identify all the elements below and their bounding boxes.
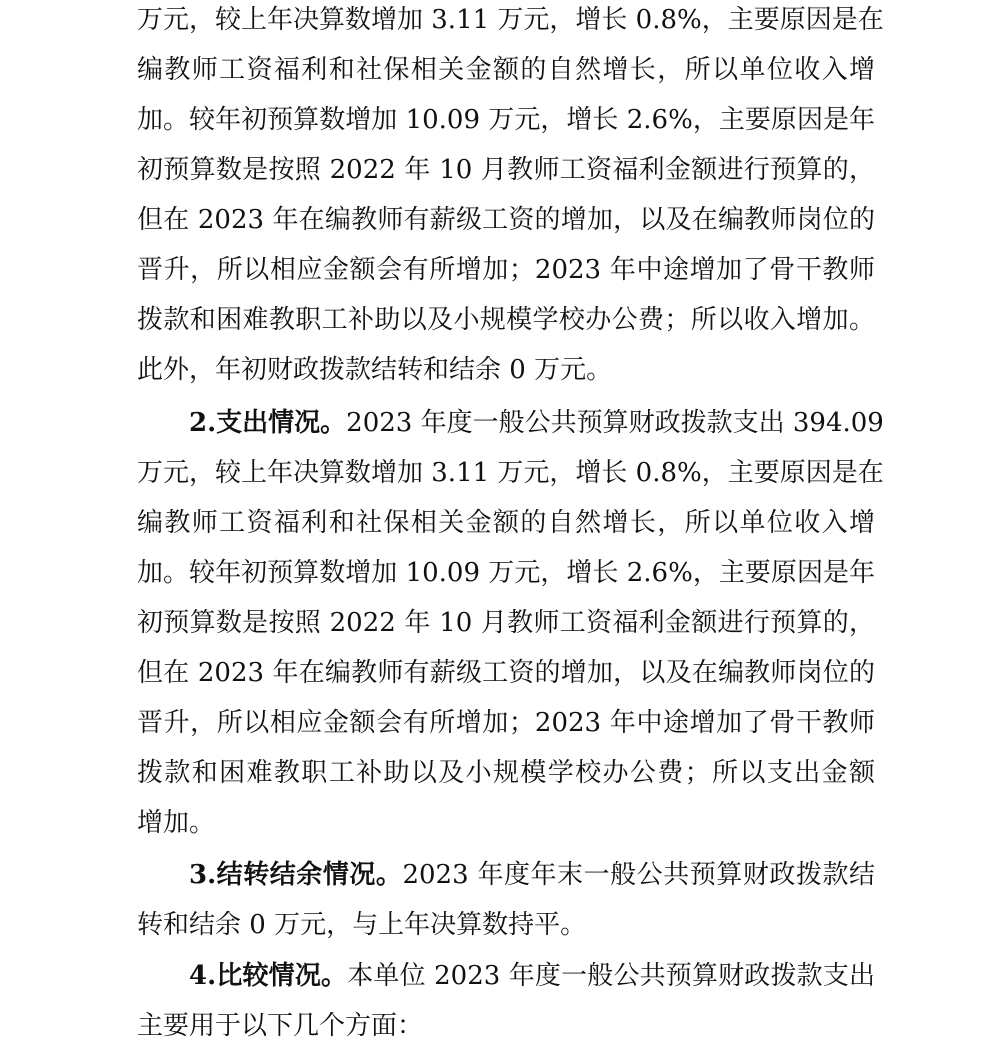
para2-line-7: 晋升，所以相应金额会有所增加；2023 年中途增加了骨干教师 [137,708,875,738]
para4-line-2: 主要用于以下几个方面： [137,1011,424,1041]
para1-line-5: 但在 2023 年在编教师有薪级工资的增加，以及在编教师岗位的 [137,205,875,235]
para4-line-first [189,958,875,994]
para2-line-first [189,405,884,441]
para3-heading: 3.结转结余情况。 [189,860,403,890]
para1-line-7: 拨款和困难教职工补助以及小规模学校办公费；所以收入增加。 [137,305,875,335]
para1-line-4: 初预算数是按照 2022 年 10 月教师工资福利金额进行预算的， [137,155,875,185]
para2-heading: 2.支出情况。 [189,408,347,438]
para2-line-8: 拨款和困难教职工补助以及小规模学校办公费；所以支出金额 [137,758,875,788]
para1-line-1: 万元，较上年决算数增加 3.11 万元，增长 0.8%，主要原因是在 [137,5,884,35]
para2-line-9: 增加。 [137,808,216,838]
para3-line-2: 转和结余 0 万元，与上年决算数持平。 [137,910,587,940]
para2-line-3: 编教师工资福利和社保相关金额的自然增长，所以单位收入增 [137,508,875,538]
para1-line-6: 晋升，所以相应金额会有所增加；2023 年中途增加了骨干教师 [137,255,875,285]
para3-line-first [189,857,875,893]
para3-first-rest: 2023 年度年末一般公共预算财政拨款结 [402,860,875,890]
para4-heading: 4.比较情况。 [189,961,348,991]
para2-line-6: 但在 2023 年在编教师有薪级工资的增加，以及在编教师岗位的 [137,658,875,688]
para1-line-3: 加。较年初预算数增加 10.09 万元，增长 2.6%，主要原因是年 [137,105,875,135]
para2-line-2: 万元，较上年决算数增加 3.11 万元，增长 0.8%，主要原因是在 [137,458,884,488]
para2-line-5: 初预算数是按照 2022 年 10 月教师工资福利金额进行预算的， [137,608,875,638]
para4-first-rest: 本单位 2023 年度一般公共预算财政拨款支出 [347,961,875,991]
para1-line-2: 编教师工资福利和社保相关金额的自然增长，所以单位收入增 [137,55,875,85]
para1-line-8: 此外，年初财政拨款结转和结余 0 万元。 [137,355,613,385]
para2-line-4: 加。较年初预算数增加 10.09 万元，增长 2.6%，主要原因是年 [137,558,875,588]
para2-first-rest: 2023 年度一般公共预算财政拨款支出 394.09 [346,408,884,438]
